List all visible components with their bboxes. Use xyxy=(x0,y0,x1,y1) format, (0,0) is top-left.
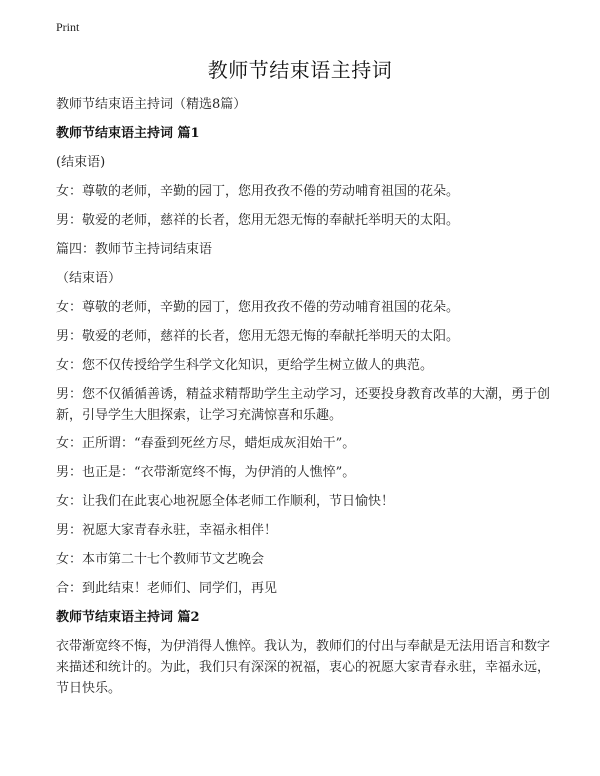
page-title: 教师节结束语主持词 xyxy=(207,58,393,82)
section-heading-2: 教师节结束语主持词 篇2 xyxy=(56,610,200,625)
print-label[interactable]: Print xyxy=(56,20,80,34)
paragraph: 女：尊敬的老师，辛勤的园丁，您用孜孜不倦的劳动哺育祖国的花朵。 xyxy=(56,300,460,315)
paragraph: 男：也正是：“衣带渐宽终不悔，为伊消的人憔悴”。 xyxy=(56,465,356,480)
paragraph: 女：正所谓：“春蚕到死丝方尽，蜡炬成灰泪始干”。 xyxy=(56,436,356,451)
paragraph: （结束语） xyxy=(56,271,122,286)
paragraph: 女：尊敬的老师，辛勤的园丁，您用孜孜不倦的劳动哺育祖国的花朵。 xyxy=(56,184,460,199)
paragraph: 女：您不仅传授给学生科学文化知识，更给学生树立做人的典范。 xyxy=(56,358,434,373)
paragraph: 男：您不仅循循善诱，精益求精帮助学生主动学习，还要投身教育改革的大潮，勇于创新，引导学生大胆探索，让学习充满惊喜和乐趣。 xyxy=(56,387,551,423)
section-heading-1: 教师节结束语主持词 篇1 xyxy=(56,126,200,141)
paragraph: 男：敬爱的老师，慈祥的长者，您用无怨无悔的奉献托举明天的太阳。 xyxy=(56,213,460,228)
paragraph: 男：祝愿大家青春永驻，幸福永相伴！ xyxy=(56,523,278,538)
paragraph: 合：到此结束！老师们、同学们，再见 xyxy=(56,581,278,596)
paragraph: 男：敬爱的老师，慈祥的长者，您用无怨无悔的奉献托举明天的太阳。 xyxy=(56,329,460,344)
document-body xyxy=(56,94,556,706)
paragraph: 女：本市第二十七个教师节文艺晚会 xyxy=(56,552,265,567)
document-subtitle: 教师节结束语主持词（精选8篇） xyxy=(56,97,247,112)
paragraph: 衣带渐宽终不悔，为伊消得人憔悴。我认为，教师们的付出与奉献是无法用语言和数字来描述和统计的。为此，我们只有深深的祝福，衷心的祝愿大家青春永驻，幸福永远，节日快乐。 xyxy=(56,639,551,696)
paragraph: 女：让我们在此衷心地祝愿全体老师工作顺利，节日愉快！ xyxy=(56,494,395,509)
paragraph: (结束语) xyxy=(56,155,106,170)
paragraph: 篇四：教师节主持词结束语 xyxy=(56,242,213,257)
